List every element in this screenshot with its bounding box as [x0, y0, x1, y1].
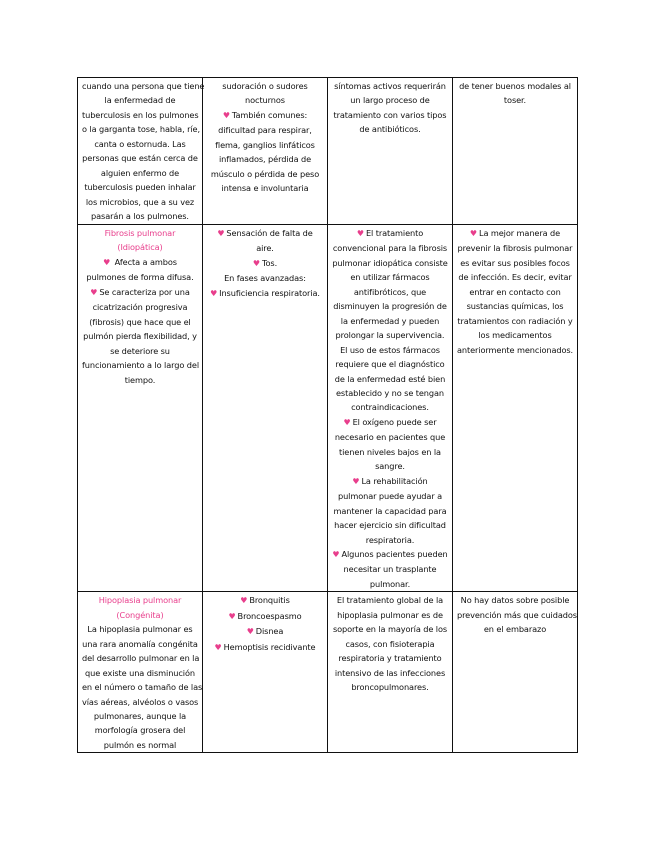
line-text: disminuyen la progresión de [333, 301, 447, 312]
line-text: que existe una disminución [85, 667, 195, 678]
cell-text-line [207, 624, 323, 639]
line-text: prolongar la supervivencia. [335, 330, 445, 341]
line-text: necesitar un trasplante [343, 564, 437, 575]
cell-text-line [457, 79, 573, 93]
line-text: síntomas activos requerirán [334, 81, 446, 91]
cell-text-line [332, 108, 448, 122]
line-text: (fibrosis) que hace que el [89, 316, 191, 327]
line-text: en el embarazo [483, 624, 547, 635]
cell-text-line [332, 680, 448, 694]
table-row [78, 225, 578, 592]
line-text: cuando una persona que tiene [82, 81, 205, 91]
cell-text-line [457, 226, 573, 241]
cell-text-line [332, 372, 448, 386]
cell-text-line [82, 166, 198, 180]
line-text: la enfermedad de [104, 95, 176, 106]
line-text: los microbios, que a su vez [85, 196, 195, 207]
cell-text-line [82, 122, 198, 136]
line-text: Sensación de falta de [226, 228, 313, 238]
line-text: Se caracteriza por una [99, 286, 190, 297]
pink-heart-icon: ♥ [90, 287, 98, 297]
line-text: sudoración o sudores [222, 81, 308, 91]
line-text: músculo o pérdida de peso [210, 168, 320, 179]
line-text: la enfermedad y pueden [340, 315, 440, 326]
cell-text-line [207, 167, 323, 181]
cell-text-line [82, 285, 198, 300]
line-text: hipoplasia pulmonar es de [337, 609, 443, 620]
line-text: broncopulmonares. [351, 682, 429, 693]
cell-text-line [332, 256, 448, 270]
cell-text-line [82, 738, 198, 752]
cell-text-line [457, 314, 573, 328]
cell-text-line [332, 226, 448, 241]
symptoms-cell [203, 592, 328, 753]
cell-text-line [332, 459, 448, 473]
cell-text-line [82, 709, 198, 723]
line-text: También comunes: [231, 109, 308, 120]
cell-text-line [82, 680, 203, 694]
cell-text-line [82, 195, 198, 209]
cell-text-line [207, 256, 323, 271]
line-text: sustancias químicas, los [466, 301, 564, 312]
line-text: los medicamentos [478, 330, 552, 341]
line-text: flema, ganglios linfáticos [215, 139, 315, 150]
line-text: pulmonar idiopática consiste [332, 257, 448, 268]
line-text: pulmón pierda flexibilidad, y [83, 331, 197, 342]
pink-heart-icon: ♥ [240, 596, 248, 606]
cell-text-line [332, 593, 448, 607]
line-text: de la enfermedad esté bien [334, 373, 446, 384]
cell-text-line [332, 533, 448, 547]
cell-text-line [332, 241, 448, 255]
cell-text-line [332, 122, 448, 136]
disease-description-cell [78, 592, 203, 753]
line-text: requiere que el diagnóstico [335, 359, 445, 370]
cell-text-line [332, 415, 448, 430]
line-text: La rehabilitación [361, 475, 428, 486]
cell-text-line [82, 270, 198, 284]
cell-text-line [207, 152, 323, 166]
treatment-cell [328, 592, 453, 753]
line-text: (Congénita) [116, 609, 164, 620]
cell-text-line [457, 593, 573, 607]
line-text: establecido y no se tengan [335, 387, 445, 398]
cell-text-line [82, 255, 198, 270]
disease-description-cell [78, 225, 203, 592]
disease-description-cell [78, 78, 203, 225]
cell-text-line [332, 622, 448, 636]
cell-text-line [82, 79, 205, 93]
line-text: dificultad para respirar, [218, 125, 312, 136]
disease-title [82, 240, 198, 254]
cell-text-line [332, 504, 448, 518]
cell-text-line [82, 108, 198, 122]
prevention-cell [453, 78, 578, 225]
cell-text-line [457, 285, 573, 299]
cell-text-line [332, 445, 448, 459]
line-text: intensivo de las infecciones [334, 667, 446, 678]
cell-text-line [332, 562, 448, 576]
cell-text-line [457, 256, 573, 270]
line-text: anteriormente mencionados. [457, 344, 574, 355]
line-text: personas que están cerca de [82, 153, 198, 164]
line-text: o la garganta tose, habla, ríe, [82, 124, 200, 135]
pink-heart-icon: ♥ [352, 476, 360, 486]
cell-text-line [207, 271, 323, 285]
line-text: (Idiopática) [117, 242, 163, 253]
cell-text-line [332, 666, 448, 680]
table-row [78, 592, 578, 753]
cell-text-line [332, 314, 448, 328]
line-text: Insuficiencia respiratoria. [219, 287, 320, 298]
line-text: pasarán a los pulmones. [91, 211, 189, 222]
cell-text-line [82, 622, 198, 636]
cell-text-line [82, 358, 198, 372]
pink-heart-icon: ♥ [332, 549, 340, 559]
line-text: pulmones de forma difusa. [86, 272, 194, 283]
cell-text-line [332, 299, 448, 313]
cell-text-line [82, 209, 198, 223]
cell-text-line [207, 593, 323, 608]
line-text: pulmonares, aunque la [93, 710, 187, 721]
cell-text-line [207, 108, 323, 123]
line-text: nocturnos [245, 95, 285, 106]
line-text: toser. [503, 95, 527, 106]
line-text: una rara anomalía congénita [82, 638, 198, 649]
symptoms-cell [203, 78, 328, 225]
cell-text-line [82, 695, 198, 709]
cell-text-line [207, 226, 323, 241]
cell-text-line [82, 637, 198, 651]
line-text: El tratamiento [365, 228, 424, 238]
line-text: pulmón es normal [103, 739, 177, 750]
line-text: respiratoria y tratamiento [338, 653, 442, 664]
cell-text-line [457, 343, 573, 357]
pink-heart-icon: ♥ [103, 257, 111, 267]
line-text: Fibrosis pulmonar [104, 228, 176, 238]
pink-heart-icon: ♥ [252, 258, 260, 268]
line-text: de antibióticos. [359, 124, 421, 135]
line-text: es evitar sus posibles focos [460, 257, 570, 268]
cell-text-line [457, 270, 573, 284]
disease-table [77, 77, 578, 753]
cell-text-line [332, 518, 448, 532]
line-text: La hipoplasia pulmonar es [87, 624, 193, 635]
line-text: morfología grosera del [94, 725, 186, 736]
cell-text-line [207, 138, 323, 152]
cell-text-line [207, 640, 323, 655]
treatment-cell [328, 225, 453, 592]
cell-text-line [332, 637, 448, 651]
line-text: tuberculosis en los pulmones [82, 109, 199, 120]
cell-text-line [332, 357, 448, 371]
line-text: Broncoespasmo [237, 610, 302, 621]
line-text: tratamientos con radiación y [457, 315, 573, 326]
line-text: El tratamiento global de la [336, 595, 444, 606]
line-text: de infección. Es decir, evitar [458, 272, 572, 283]
cell-text-line [457, 299, 573, 313]
line-text: aire. [256, 243, 274, 254]
cell-text-line [332, 430, 448, 444]
cell-text-line [207, 79, 323, 93]
cell-text-line [457, 328, 573, 342]
line-text: intensa e involuntaria [221, 183, 309, 194]
cell-text-line [82, 180, 198, 194]
cell-text-line [332, 285, 448, 299]
line-text: funcionamiento a lo largo del [82, 360, 199, 371]
cell-text-line [332, 651, 448, 665]
line-text: No hay datos sobre posible [460, 595, 570, 606]
cell-text-line [332, 547, 448, 562]
line-text: inflamados, pérdida de [218, 154, 312, 165]
pink-heart-icon: ♥ [356, 229, 364, 238]
line-text: Afecta a ambos [112, 256, 177, 267]
line-text: Tos. [261, 257, 278, 268]
line-text: de tener buenos modales al [459, 81, 571, 91]
line-text: En fases avanzadas: [224, 273, 306, 284]
line-text: Bronquitis [249, 595, 290, 606]
line-text: sangre. [375, 461, 405, 472]
cell-text-line [332, 386, 448, 400]
treatment-cell [328, 78, 453, 225]
line-text: El oxígeno puede ser [352, 416, 437, 427]
line-text: tiempo. [124, 374, 156, 385]
line-text: entrar en contacto con [469, 286, 561, 297]
table-row [78, 78, 578, 225]
cell-text-line [82, 723, 198, 737]
line-text: tienen niveles bajos en la [339, 446, 441, 457]
line-text: convencional para la fibrosis [332, 243, 448, 254]
cell-text-line [332, 608, 448, 622]
cell-text-line [82, 137, 198, 151]
cell-text-line [332, 489, 448, 503]
cell-text-line [207, 123, 323, 137]
cell-text-line [332, 270, 448, 284]
pink-heart-icon: ♥ [246, 627, 254, 637]
cell-text-line [332, 577, 448, 591]
line-text: cicatrización progresiva [92, 302, 188, 313]
pink-heart-icon: ♥ [343, 417, 351, 427]
cell-text-line [82, 93, 198, 107]
cell-text-line [207, 609, 323, 624]
line-text: La mejor manera de [478, 228, 561, 238]
line-text: canta o estornuda. Las [94, 138, 186, 149]
line-text: hacer ejercicio sin dificultad [334, 520, 446, 531]
line-text: Hemoptisis recidivante [223, 641, 316, 652]
cell-text-line [82, 300, 198, 314]
cell-text-line [457, 241, 573, 255]
disease-title [82, 608, 198, 622]
line-text: tratamiento con varios tipos [333, 109, 447, 120]
cell-text-line [332, 400, 448, 414]
line-text: se deteriore su [110, 345, 170, 356]
disease-title [82, 593, 198, 607]
cell-text-line [207, 93, 323, 107]
line-text: Disnea [255, 626, 284, 637]
cell-text-line [457, 608, 577, 622]
cell-text-line [207, 286, 323, 301]
line-text: pulmonar puede ayudar a [337, 491, 443, 502]
cell-text-line [457, 93, 573, 107]
line-text: prevención más que cuidados [457, 609, 577, 620]
cell-text-line [332, 474, 448, 489]
symptoms-cell [203, 225, 328, 592]
line-text: tuberculosis pueden inhalar [84, 182, 196, 193]
cell-text-line [457, 622, 573, 636]
cell-text-line [332, 328, 448, 342]
line-text: casos, con fisioterapia [345, 638, 435, 649]
disease-title [82, 226, 198, 240]
line-text: alguien enfermo de [100, 167, 180, 178]
line-text: Hipoplasia pulmonar [98, 595, 182, 606]
cell-text-line [82, 666, 198, 680]
line-text: del desarrollo pulmonar en la [82, 653, 200, 664]
cell-text-line [82, 329, 198, 343]
cell-text-line [332, 79, 448, 93]
line-text: Algunos pacientes pueden [341, 548, 448, 559]
line-text: antifibróticos, que [353, 286, 427, 297]
cell-text-line [207, 241, 323, 255]
line-text: en utilizar fármacos [350, 272, 430, 283]
line-text: en el número o tamaño de las [82, 682, 203, 693]
cell-text-line [82, 151, 198, 165]
pink-heart-icon: ♥ [228, 611, 236, 621]
pink-heart-icon: ♥ [210, 288, 218, 298]
cell-text-line [82, 315, 198, 329]
line-text: mantener la capacidad para [333, 505, 447, 516]
cell-text-line [82, 651, 198, 665]
pink-heart-icon: ♥ [469, 229, 477, 238]
prevention-cell [453, 592, 578, 753]
line-text: necesario en pacientes que [334, 432, 446, 443]
cell-text-line [332, 93, 448, 107]
pink-heart-icon: ♥ [214, 642, 222, 652]
line-text: El uso de estos fármacos [340, 344, 440, 355]
cell-text-line [332, 343, 448, 357]
prevention-cell [453, 225, 578, 592]
line-text: contraindicaciones. [351, 402, 429, 413]
line-text: vías aéreas, alvéolos o vasos [82, 696, 199, 707]
line-text: un largo proceso de [350, 95, 430, 106]
line-text: respiratoria. [365, 534, 415, 545]
line-text: pulmonar. [369, 578, 411, 589]
cell-text-line [82, 373, 198, 387]
pink-heart-icon: ♥ [217, 229, 225, 238]
line-text: prevenir la fibrosis pulmonar [457, 243, 573, 254]
cell-text-line [207, 181, 323, 195]
cell-text-line [82, 344, 198, 358]
line-text: soporte en la mayoría de los [332, 624, 448, 635]
pink-heart-icon: ♥ [222, 110, 230, 120]
